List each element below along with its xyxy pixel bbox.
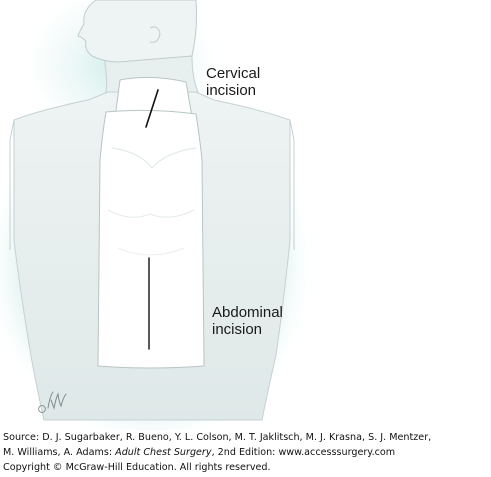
abdominal-incision-label xyxy=(212,304,283,338)
cervical-label-line-1: Cervical xyxy=(206,65,261,82)
caption-source-line: Source: D. J. Sugarbaker, R. Bueno, Y. L. Colson, M. T. Jaklitsch, M. J. Krasna, S. J. Mentzer, xyxy=(3,432,432,443)
cervical-label-line-2: incision xyxy=(206,82,257,99)
cervical-incision-label xyxy=(206,65,260,99)
head xyxy=(78,0,197,62)
artist-signature xyxy=(36,388,70,416)
figure-caption xyxy=(3,430,491,476)
abdominal-label-line-1: Abdominal xyxy=(212,304,283,321)
caption-book-line xyxy=(3,445,491,460)
caption-copyright-line: Copyright © McGraw-Hill Education. All rights reserved. xyxy=(3,462,271,474)
abdominal-label-line-2: incision xyxy=(212,321,263,338)
caption-book-title: Adult Chest Surgery xyxy=(115,447,212,459)
caption-authors: M. Williams, A. Adams: xyxy=(3,447,116,459)
caption-edition: , 2nd Edition: www.accesssurgery.com xyxy=(211,447,396,459)
